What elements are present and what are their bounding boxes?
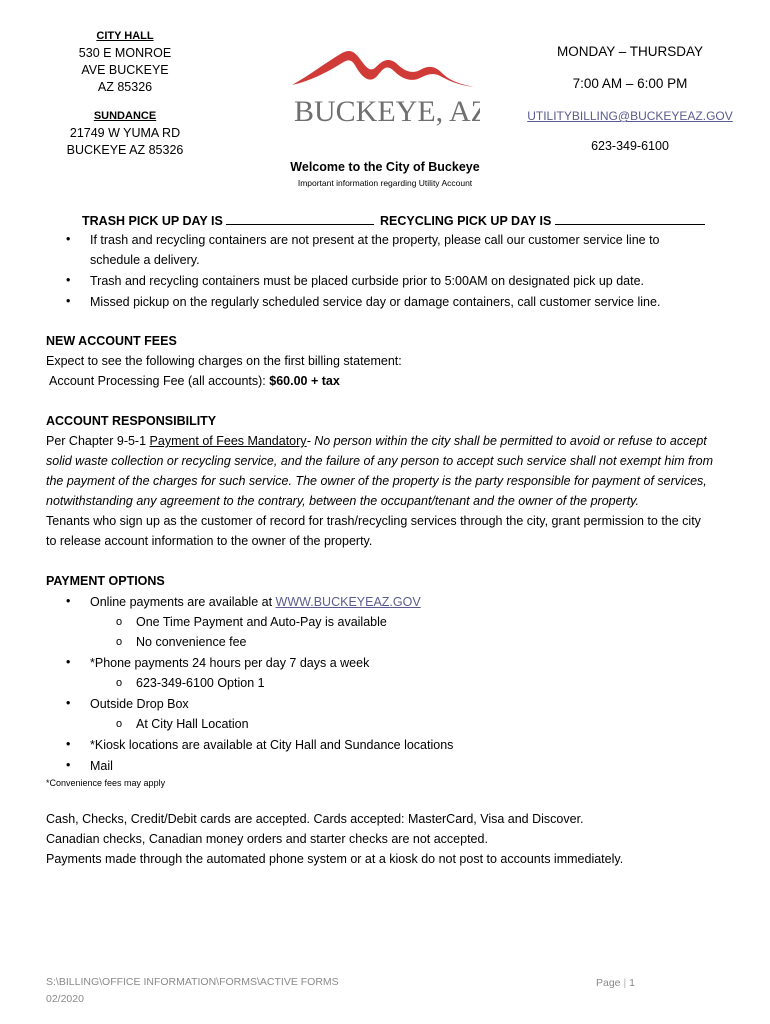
responsibility-line-1 — [46, 434, 707, 448]
page-indicator — [596, 977, 635, 989]
bullet-icon: • — [66, 737, 71, 751]
phone-number: 623-349-6100 — [591, 139, 669, 153]
kiosk-locations: *Kiosk locations are available at City Hall and Sundance locations — [90, 738, 454, 752]
welcome-title: Welcome to the City of Buckeye — [290, 160, 480, 174]
italic-line-3: the payment of the charges for such service. The owner of the property is the party responsible for payment of services, — [46, 474, 707, 488]
trash-pickup-label — [82, 212, 374, 228]
sub-bullet-icon: o — [116, 718, 123, 730]
sub-bullet-icon: o — [116, 677, 123, 689]
online-sub-2: No convenience fee — [136, 635, 247, 649]
footer-path: S:\BILLING\OFFICE INFORMATION\FORMS\ACTIVE FORMS — [46, 976, 339, 988]
payment-heading: PAYMENT OPTIONS — [46, 574, 165, 588]
sundance-heading: SUNDANCE — [93, 110, 157, 122]
footer-date: 02/2020 — [46, 993, 84, 1005]
bullet-icon: • — [66, 758, 71, 772]
city-hall-line-3: AZ 85326 — [97, 80, 153, 94]
email-link[interactable]: UTILITYBILLING@BUCKEYEAZ.GOV — [527, 109, 733, 123]
accepted-line-1: Cash, Checks, Credit/Debit cards are accepted. Cards accepted: MasterCard, Visa and Discover. — [46, 812, 584, 826]
payment-of-fees-link: Payment of Fees Mandatory — [149, 434, 307, 448]
convenience-note: *Convenience fees may apply — [46, 778, 166, 788]
phone-payments: *Phone payments 24 hours per day 7 days a week — [90, 656, 370, 670]
bullet-icon: • — [66, 655, 71, 669]
chapter-prefix: Per Chapter 9-5-1 — [46, 434, 150, 448]
office-hours-time: 7:00 AM – 6:00 PM — [572, 76, 688, 91]
buckeye-logo — [290, 45, 480, 130]
pickup-bullet-1: If trash and recycling containers are not present at the property, please call our customer service line to — [90, 233, 660, 247]
phone-sub: 623-349-6100 Option 1 — [136, 676, 265, 690]
website-link[interactable]: WWW.BUCKEYEAZ.GOV — [275, 595, 421, 609]
fee-amount: $60.00 + tax — [269, 374, 340, 388]
pickup-bullet-2: Trash and recycling containers must be placed curbside prior to 5:00AM on designated pick up date. — [90, 274, 645, 288]
accepted-line-3: Payments made through the automated phone system or at a kiosk do not post to accounts immediately. — [46, 852, 624, 866]
logo-text: BUCKEYE, AZ — [294, 95, 480, 128]
recycling-day-blank[interactable] — [555, 212, 705, 225]
page-label: Page — [596, 977, 621, 989]
italic-line-4: notwithstanding any agreement to the contrary, between the occupant/tenant and the owner of the property. — [46, 494, 639, 508]
fee-label: Account Processing Fee (all accounts): — [49, 374, 270, 388]
sub-bullet-icon: o — [116, 636, 123, 648]
sub-bullet-icon: o — [116, 616, 123, 628]
pickup-bullet-1-cont: schedule a delivery. — [90, 253, 200, 267]
responsibility-heading: ACCOUNT RESPONSIBILITY — [46, 414, 217, 428]
trash-pickup-text: TRASH PICK UP DAY IS — [82, 214, 223, 228]
fees-line-2 — [49, 374, 340, 388]
trash-day-blank[interactable] — [226, 212, 374, 225]
pickup-bullet-3: Missed pickup on the regularly scheduled service day or damage containers, call customer service line. — [90, 295, 661, 309]
bullet-icon: • — [66, 594, 71, 608]
sundance-line-2: BUCKEYE AZ 85326 — [66, 143, 184, 157]
page-separator: | — [623, 977, 627, 989]
online-sub-1: One Time Payment and Auto-Pay is available — [136, 615, 387, 629]
city-hall-address — [55, 28, 195, 96]
bullet-icon: • — [66, 294, 71, 308]
mountain-logo-icon — [290, 45, 480, 130]
bullet-icon: • — [66, 696, 71, 710]
city-hall-heading: CITY HALL — [96, 30, 154, 42]
online-payments — [90, 595, 421, 609]
mail-option: Mail — [90, 759, 113, 773]
responsibility-line-6: to release account information to the owner of the property. — [46, 534, 373, 548]
online-prefix: Online payments are available at — [90, 595, 276, 609]
drop-box-sub: At City Hall Location — [136, 717, 249, 731]
fees-heading: NEW ACCOUNT FEES — [46, 334, 177, 348]
sundance-line-1: 21749 W YUMA RD — [69, 126, 181, 140]
page-number: 1 — [629, 977, 635, 989]
recycling-pickup-text: RECYCLING PICK UP DAY IS — [380, 214, 552, 228]
drop-box: Outside Drop Box — [90, 697, 189, 711]
office-hours-days: MONDAY – THURSDAY — [556, 44, 704, 59]
bullet-icon: • — [66, 232, 71, 246]
recycling-pickup-label — [380, 212, 705, 228]
responsibility-line-5: Tenants who sign up as the customer of record for trash/recycling services through the city, grant permission to the city — [46, 514, 701, 528]
italic-line-1: - No person within the city shall be permitted to avoid or refuse to accept — [306, 434, 707, 448]
welcome-subtitle: Important information regarding Utility Account — [297, 178, 473, 188]
italic-line-2: solid waste collection or recycling service, and the failure of any person to accept such service shall not exempt him from — [46, 454, 713, 468]
sundance-address — [55, 108, 195, 159]
city-hall-line-2: AVE BUCKEYE — [81, 63, 169, 77]
bullet-icon: • — [66, 273, 71, 287]
city-hall-line-1: 530 E MONROE — [78, 46, 172, 60]
accepted-line-2: Canadian checks, Canadian money orders and starter checks are not accepted. — [46, 832, 488, 846]
fees-line-1: Expect to see the following charges on the first billing statement: — [46, 354, 402, 368]
